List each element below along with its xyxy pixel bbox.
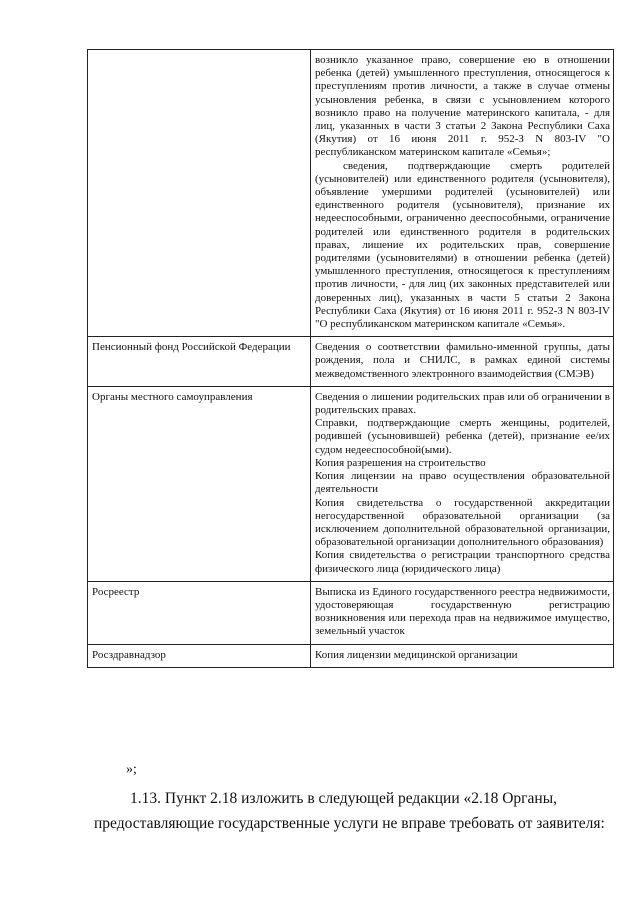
paragraph-line-1: 1.13. Пункт 2.18 изложить в следующей редакции «2.18 Органы,	[130, 790, 558, 807]
organization-cell: Органы местного самоуправления	[88, 386, 311, 581]
documents-cell	[311, 337, 614, 387]
table-row	[88, 50, 614, 337]
documents-cell	[311, 581, 614, 644]
document-item: Копия свидетельства о государственной аккредитации негосударственной образовательной организации (за исключением дополнительной образовательной организации, образовательной организации дополнительного образования)	[315, 496, 610, 549]
table-row	[88, 581, 614, 644]
documents-cell	[311, 386, 614, 581]
documents-cell	[311, 50, 614, 337]
organization-cell: Росреестр	[88, 581, 311, 644]
paragraph-line-2: предоставляющие государственные услуги не вправе требовать от заявителя:	[94, 815, 605, 832]
document-item: Копия лицензии на право осуществления образовательной деятельности	[315, 470, 610, 496]
documents-cell	[311, 644, 614, 667]
document-item: Справки, подтверждающие смерть женщины, родителей, родившей (усыновившей) ребенка (детей), признание ее/их судом недееспособной(ыми).	[315, 417, 610, 456]
organization-cell	[88, 50, 311, 337]
document-item: Сведения о соответствии фамильно-именной группы, даты рождения, пола и СНИЛС, в рамках единой системы межведомственного электронного взаимодействия (СМЭВ)	[315, 341, 610, 380]
table-row	[88, 644, 614, 667]
document-item: Выписка из Единого государственного реестра недвижимости, удостоверяющая государственную регистрацию возникновения или перехода прав на недвижимое имущество, земельный участок	[315, 585, 610, 638]
document-item: возникло указанное право, совершение ею в отношении ребенка (детей) умышленного преступления, относящегося к преступлениям против личности, а также в случае отмены усыновления ребенка, в связи с усыновлением которого возникло право на получение материнского капитала, - для лиц, указанных в части 3 статьи 2 Закона Республики Саха (Якутия) от 16 июня 2011 г. 952-З N 803-IV "О республиканском материнском капитале «Семья»;	[315, 54, 610, 159]
table-row	[88, 337, 614, 387]
document-item: Копия лицензии медицинской организации	[315, 648, 518, 661]
closing-quote-mark: »;	[126, 762, 137, 777]
organization-cell: Пенсионный фонд Российской Федерации	[88, 337, 311, 387]
document-item: Копия разрешения на строительство	[315, 456, 486, 469]
agencies-table	[87, 49, 614, 668]
organization-cell: Росздравнадзор	[88, 644, 311, 667]
document-item: сведения, подтверждающие смерть родителей (усыновителей) или единственного родителя (усыновителя), объявление умершими родителей (усыновителей) или единственного родителя (усыновителя), признание их недееспособными, ограниченно дееспособными, ограничение родителей или единственного родителя в родительских правах, лишение их родительских прав, совершение родителями (усыновителями) в отношении ребенка (детей) умышленного преступления, относящегося к преступлениям против личности, - для лиц (их законных представителей или доверенных лиц), указанных в части 5 статьи 2 Закона Республики Саха (Якутия) от 16 июня 2011 г. 952-З N 803-IV "О республиканском материнском капитале «Семья».	[315, 159, 610, 331]
document-item: Копия свидетельства о регистрации транспортного средства физического лица (юридического лица)	[315, 549, 610, 575]
table-row	[88, 386, 614, 581]
document-item: Сведения о лишении родительских прав или об ограничении в родительских правах.	[315, 390, 610, 417]
body-paragraph	[94, 786, 610, 836]
